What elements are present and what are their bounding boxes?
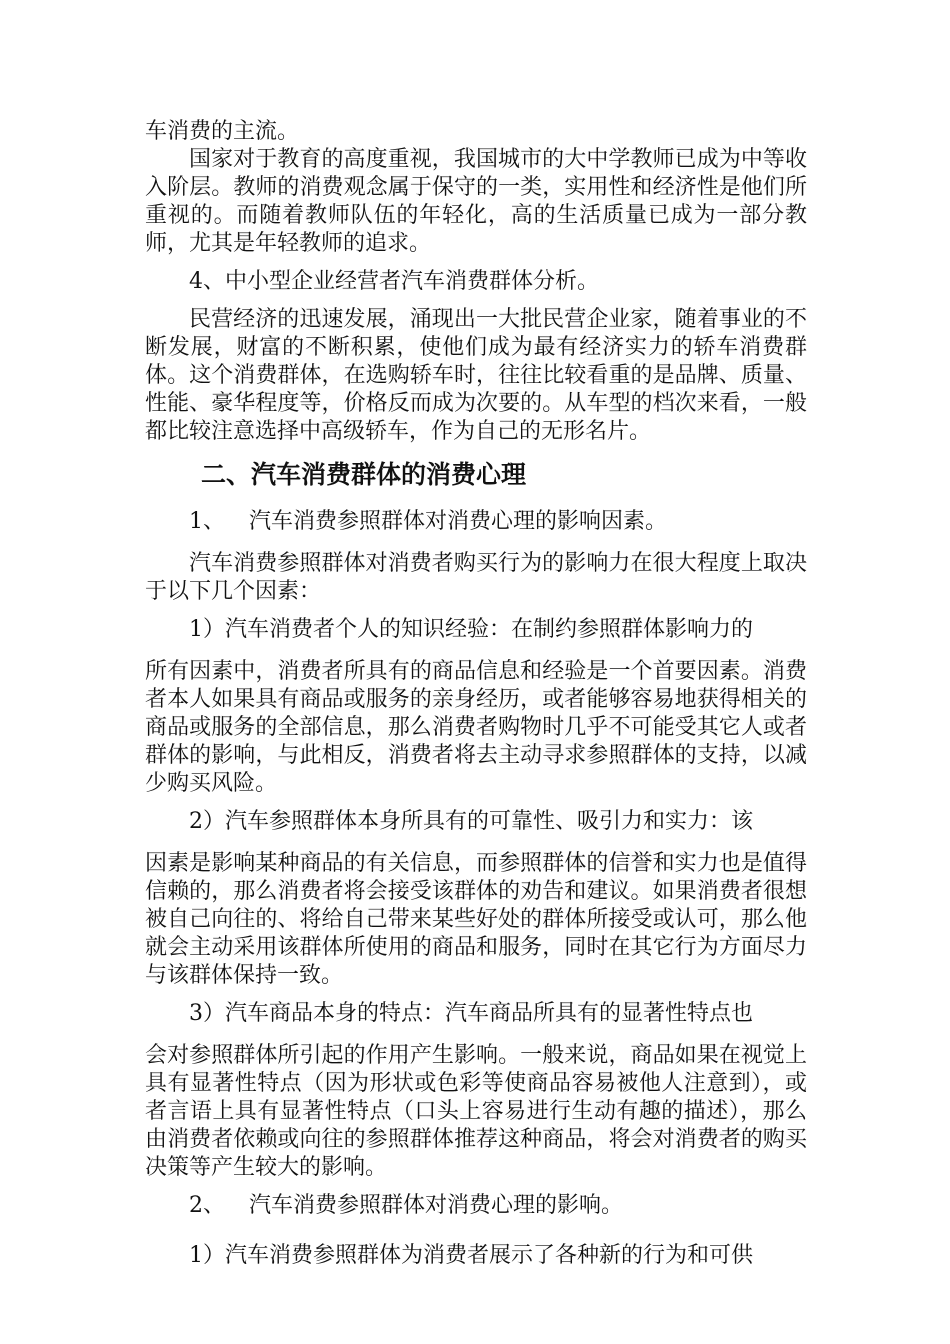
paragraph-factors-intro: 汽车消费参照群体对消费者购买行为的影响力在很大程度上取决于以下几个因素： [145,551,807,604]
numbered-item-1 [145,508,807,536]
factor-1-lead: 1）汽车消费者个人的知识经验：在制约参照群体影响力的 [189,617,753,642]
paragraph-continuation: 车消费的主流。 [145,119,300,144]
paragraph-private-entrepreneurs: 民营经济的迅速发展，涌现出一大批民营企业家，随着事业的不断发展，财富的不断积累，使他们成为最有经济实力的轿车消费群体。这个消费群体，在选购轿车时，往往比较看重的是品牌、质量、性能、豪华程度等，价格反而成为次要的。从车型的档次来看，一般都比较注意选择中高级轿车，作为自己的无形名片。 [145,307,807,444]
item-text: 汽车消费参照群体对消费心理的影响。 [249,1193,624,1218]
factor-3-lead: 3）汽车商品本身的特点：汽车商品所具有的显著性特点也 [189,1001,753,1026]
item-text: 汽车消费参照群体对消费心理的影响因素。 [249,509,668,534]
factor-3-body: 会对参照群体所引起的作用产生影响。一般来说，商品如果在视觉上具有显著性特点（因为形状或色彩等使商品容易被他人注意到），或者言语上具有显著性特点（口头上容易进行生动有趣的描述），那么由消费者依赖或向往的参照群体推荐这种商品，将会对消费者的购买决策等产生较大的影响。 [145,1043,807,1180]
item-number: 2、 [189,1193,225,1218]
numbered-item-2 [145,1192,807,1220]
factor-2-body: 因素是影响某种商品的有关信息，而参照群体的信誉和实力也是值得信赖的，那么消费者将会接受该群体的劝告和建议。如果消费者很想被自己向往的、将给自己带来某些好处的群体所接受或认可，那么他就会主动采用该群体所使用的商品和服务，同时在其它行为方面尽力与该群体保持一致。 [145,851,807,988]
subitem-1-lead: 1）汽车消费参照群体为消费者展示了各种新的行为和可供 [189,1243,753,1268]
chapter-heading: 二、汽车消费群体的消费心理 [201,460,527,489]
factor-2-lead: 2）汽车参照群体本身所具有的可靠性、吸引力和实力：该 [189,809,753,834]
factor-1-body: 所有因素中，消费者所具有的商品信息和经验是一个首要因素。消费者本人如果具有商品或服务的亲身经历，或者能够容易地获得相关的商品或服务的全部信息，那么消费者购物时几乎不可能受其它人或者群体的影响，与此相反，消费者将去主动寻求参照群体的支持，以减少购买风险。 [145,659,807,796]
document-page [145,118,807,1270]
section-4-title: 4、中小型企业经营者汽车消费群体分析。 [189,269,599,294]
item-number: 1、 [189,509,225,534]
paragraph-teachers: 国家对于教育的高度重视，我国城市的大中学教师已成为中等收入阶层。教师的消费观念属于保守的一类，实用性和经济性是他们所重视的。而随着教师队伍的年轻化，高的生活质量已成为一部分教师，尤其是年轻教师的追求。 [145,147,807,256]
